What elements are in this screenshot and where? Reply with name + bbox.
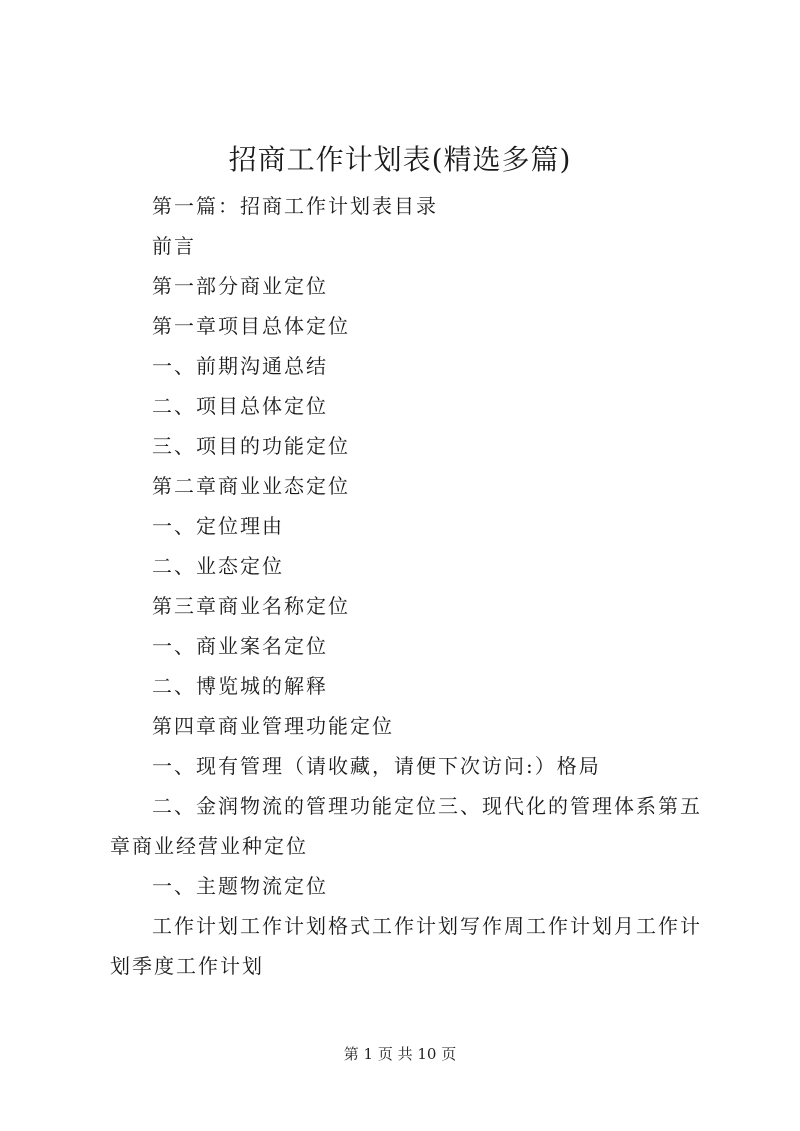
page-footer: 第 1 页 共 10 页 xyxy=(343,1045,457,1063)
paragraph: 工作计划工作计划格式工作计划写作周工作计划月工作计划季度工作计划 xyxy=(110,914,702,978)
paragraph: 一、定位理由 xyxy=(152,514,284,538)
paragraph: 二、业态定位 xyxy=(152,554,284,578)
paragraph: 第一章项目总体定位 xyxy=(152,314,350,338)
paragraph: 第三章商业名称定位 xyxy=(152,594,350,618)
paragraph: 二、金润物流的管理功能定位三、现代化的管理体系第五章商业经营业种定位 xyxy=(110,794,702,858)
paragraph: 二、项目总体定位 xyxy=(152,394,328,418)
paragraph: 第一篇：招商工作计划表目录 xyxy=(152,194,438,218)
document-title: 招商工作计划表(精选多篇) xyxy=(228,143,572,176)
paragraph: 一、前期沟通总结 xyxy=(152,354,328,378)
paragraph: 第四章商业管理功能定位 xyxy=(152,714,394,738)
paragraph: 一、商业案名定位 xyxy=(152,634,328,658)
paragraph: 一、现有管理（请收藏，请便下次访问:）格局 xyxy=(152,754,601,778)
paragraph: 三、项目的功能定位 xyxy=(152,434,350,458)
paragraph: 前言 xyxy=(152,234,196,258)
paragraph: 一、主题物流定位 xyxy=(152,874,328,898)
paragraph: 第二章商业业态定位 xyxy=(152,474,350,498)
document-body xyxy=(110,186,710,986)
paragraph: 二、博览城的解释 xyxy=(152,674,328,698)
paragraph: 第一部分商业定位 xyxy=(152,274,328,298)
